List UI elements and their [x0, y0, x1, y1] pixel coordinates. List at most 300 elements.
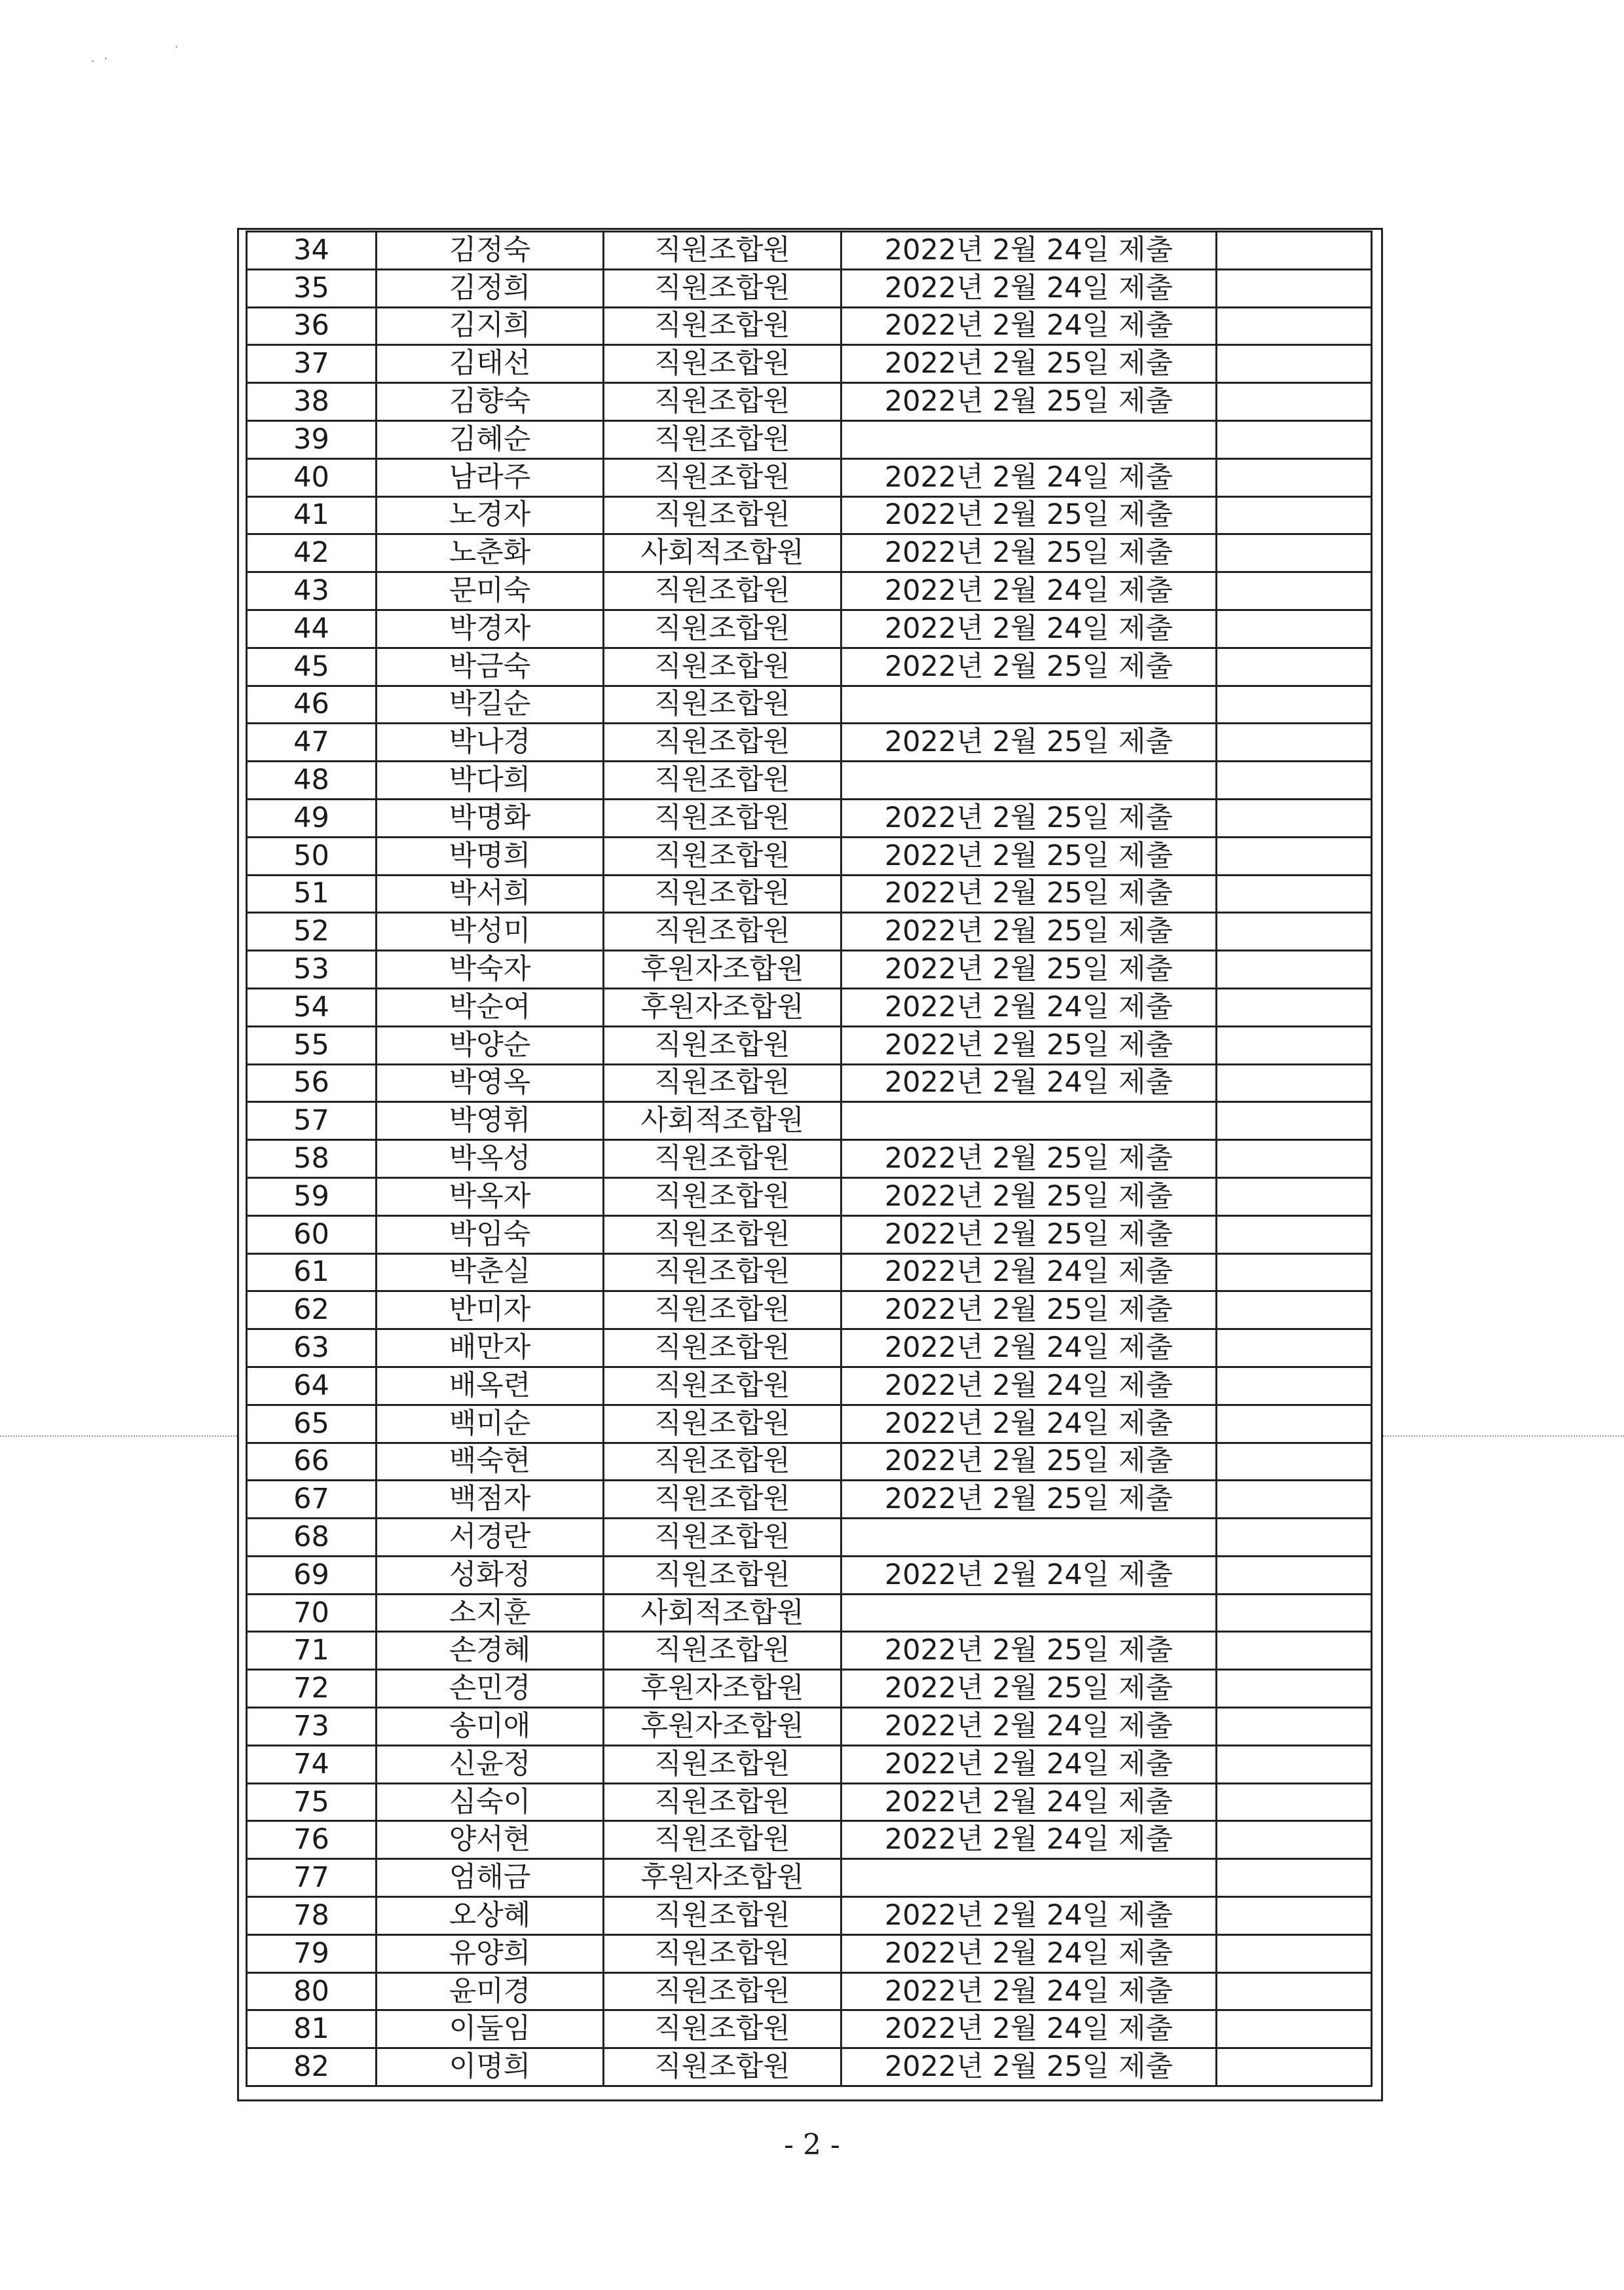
table-row	[247, 534, 1372, 572]
table-row	[247, 1064, 1372, 1102]
member-name-cell: 반미자	[377, 1291, 604, 1329]
table-row	[247, 1367, 1372, 1405]
member-type-cell: 직원조합원	[604, 1253, 841, 1291]
remarks-cell	[1217, 2048, 1372, 2086]
member-type-cell: 직원조합원	[604, 458, 841, 496]
member-type-cell: 직원조합원	[604, 913, 841, 951]
member-number-cell: 61	[247, 1253, 377, 1291]
member-name-cell: 오상혜	[377, 1897, 604, 1935]
member-name-cell: 남라주	[377, 458, 604, 496]
member-type-cell: 사회적조합원	[604, 1102, 841, 1140]
member-number-cell: 38	[247, 383, 377, 421]
member-name-cell: 송미애	[377, 1708, 604, 1746]
remarks-cell	[1217, 1329, 1372, 1367]
submission-date-cell: 2022년 2월 25일 제출	[841, 799, 1217, 837]
member-type-cell: 사회적조합원	[604, 534, 841, 572]
submission-date-cell: 2022년 2월 24일 제출	[841, 1934, 1217, 1972]
scan-speck	[105, 58, 107, 60]
submission-date-cell: 2022년 2월 25일 제출	[841, 2048, 1217, 2086]
remarks-cell	[1217, 345, 1372, 383]
member-type-cell: 직원조합원	[604, 2010, 841, 2048]
table-row	[247, 1215, 1372, 1253]
member-number-cell: 47	[247, 724, 377, 762]
remarks-cell	[1217, 1556, 1372, 1594]
roster-body	[247, 232, 1372, 2086]
table-row	[247, 648, 1372, 686]
member-name-cell: 박영옥	[377, 1064, 604, 1102]
submission-date-cell: 2022년 2월 25일 제출	[841, 1140, 1217, 1178]
member-type-cell: 직원조합원	[604, 1177, 841, 1215]
member-number-cell: 77	[247, 1859, 377, 1897]
member-name-cell: 김정희	[377, 269, 604, 307]
remarks-cell	[1217, 1443, 1372, 1481]
table-row	[247, 913, 1372, 951]
member-name-cell: 엄해금	[377, 1859, 604, 1897]
member-number-cell: 63	[247, 1329, 377, 1367]
table-row	[247, 1708, 1372, 1746]
table-row	[247, 1291, 1372, 1329]
member-name-cell: 김태선	[377, 345, 604, 383]
remarks-cell	[1217, 1026, 1372, 1064]
member-type-cell: 직원조합원	[604, 762, 841, 800]
scan-fold-line-right	[1383, 1435, 1624, 1437]
table-row	[247, 724, 1372, 762]
member-type-cell: 후원자조합원	[604, 1859, 841, 1897]
member-name-cell: 윤미경	[377, 1972, 604, 2010]
submission-date-cell: 2022년 2월 25일 제출	[841, 951, 1217, 989]
member-name-cell: 김정숙	[377, 232, 604, 270]
member-number-cell: 75	[247, 1783, 377, 1821]
table-row	[247, 1821, 1372, 1859]
member-number-cell: 56	[247, 1064, 377, 1102]
member-type-cell: 직원조합원	[604, 1934, 841, 1972]
remarks-cell	[1217, 1972, 1372, 2010]
submission-date-cell: 2022년 2월 24일 제출	[841, 988, 1217, 1026]
member-name-cell: 백미순	[377, 1405, 604, 1443]
member-name-cell: 이둘임	[377, 2010, 604, 2048]
table-row	[247, 345, 1372, 383]
member-type-cell: 직원조합원	[604, 232, 841, 270]
member-name-cell: 박옥성	[377, 1140, 604, 1178]
table-row	[247, 2010, 1372, 2048]
submission-date-cell: 2022년 2월 24일 제출	[841, 572, 1217, 610]
member-type-cell: 직원조합원	[604, 420, 841, 458]
remarks-cell	[1217, 1783, 1372, 1821]
member-type-cell: 직원조합원	[604, 1556, 841, 1594]
remarks-cell	[1217, 1708, 1372, 1746]
remarks-cell	[1217, 420, 1372, 458]
submission-date-cell: 2022년 2월 25일 제출	[841, 496, 1217, 534]
member-number-cell: 68	[247, 1519, 377, 1557]
member-number-cell: 51	[247, 875, 377, 913]
submission-date-cell: 2022년 2월 24일 제출	[841, 307, 1217, 345]
remarks-cell	[1217, 383, 1372, 421]
member-type-cell: 직원조합원	[604, 1897, 841, 1935]
remarks-cell	[1217, 1897, 1372, 1935]
member-type-cell: 직원조합원	[604, 1632, 841, 1670]
submission-date-cell: 2022년 2월 24일 제출	[841, 1972, 1217, 2010]
member-type-cell: 후원자조합원	[604, 1670, 841, 1708]
submission-date-cell: 2022년 2월 24일 제출	[841, 1367, 1217, 1405]
submission-date-cell: 2022년 2월 25일 제출	[841, 1291, 1217, 1329]
member-type-cell: 직원조합원	[604, 1783, 841, 1821]
member-type-cell: 직원조합원	[604, 1745, 841, 1783]
remarks-cell	[1217, 232, 1372, 270]
member-type-cell: 직원조합원	[604, 1972, 841, 2010]
submission-date-cell: 2022년 2월 25일 제출	[841, 724, 1217, 762]
table-row	[247, 1405, 1372, 1443]
member-type-cell: 직원조합원	[604, 2048, 841, 2086]
submission-date-cell: 2022년 2월 25일 제출	[841, 534, 1217, 572]
remarks-cell	[1217, 1177, 1372, 1215]
remarks-cell	[1217, 988, 1372, 1026]
member-name-cell: 백점자	[377, 1481, 604, 1519]
member-number-cell: 42	[247, 534, 377, 572]
member-name-cell: 박숙자	[377, 951, 604, 989]
member-number-cell: 53	[247, 951, 377, 989]
member-type-cell: 직원조합원	[604, 1519, 841, 1557]
submission-date-cell: 2022년 2월 24일 제출	[841, 1556, 1217, 1594]
submission-date-cell: 2022년 2월 24일 제출	[841, 1064, 1217, 1102]
page-number: - 2 -	[784, 2128, 840, 2162]
member-number-cell: 71	[247, 1632, 377, 1670]
remarks-cell	[1217, 837, 1372, 875]
member-number-cell: 64	[247, 1367, 377, 1405]
member-number-cell: 57	[247, 1102, 377, 1140]
member-type-cell: 직원조합원	[604, 648, 841, 686]
table-row	[247, 837, 1372, 875]
remarks-cell	[1217, 1064, 1372, 1102]
table-row	[247, 307, 1372, 345]
submission-date-cell: 2022년 2월 24일 제출	[841, 458, 1217, 496]
member-number-cell: 46	[247, 686, 377, 724]
member-type-cell: 직원조합원	[604, 799, 841, 837]
submission-date-cell: 2022년 2월 24일 제출	[841, 1897, 1217, 1935]
member-type-cell: 직원조합원	[604, 1291, 841, 1329]
member-type-cell: 직원조합원	[604, 1026, 841, 1064]
member-type-cell: 직원조합원	[604, 307, 841, 345]
member-type-cell: 직원조합원	[604, 1140, 841, 1178]
remarks-cell	[1217, 1215, 1372, 1253]
member-name-cell: 배옥련	[377, 1367, 604, 1405]
remarks-cell	[1217, 1859, 1372, 1897]
table-row	[247, 1253, 1372, 1291]
remarks-cell	[1217, 1594, 1372, 1632]
scan-fold-line-left	[0, 1435, 237, 1437]
member-number-cell: 35	[247, 269, 377, 307]
submission-date-cell: 2022년 2월 25일 제출	[841, 875, 1217, 913]
member-type-cell: 후원자조합원	[604, 951, 841, 989]
member-name-cell: 박순여	[377, 988, 604, 1026]
member-number-cell: 55	[247, 1026, 377, 1064]
submission-date-cell: 2022년 2월 24일 제출	[841, 1405, 1217, 1443]
table-row	[247, 1443, 1372, 1481]
member-name-cell: 박임숙	[377, 1215, 604, 1253]
member-name-cell: 박영휘	[377, 1102, 604, 1140]
remarks-cell	[1217, 1405, 1372, 1443]
submission-date-cell	[841, 1859, 1217, 1897]
remarks-cell	[1217, 307, 1372, 345]
member-type-cell: 직원조합원	[604, 1064, 841, 1102]
member-type-cell: 직원조합원	[604, 383, 841, 421]
table-row	[247, 1670, 1372, 1708]
submission-date-cell: 2022년 2월 24일 제출	[841, 1708, 1217, 1746]
scan-speck	[175, 46, 177, 48]
table-row	[247, 1481, 1372, 1519]
member-name-cell: 이명희	[377, 2048, 604, 2086]
remarks-cell	[1217, 572, 1372, 610]
member-name-cell: 배만자	[377, 1329, 604, 1367]
table-row	[247, 269, 1372, 307]
member-number-cell: 76	[247, 1821, 377, 1859]
member-number-cell: 70	[247, 1594, 377, 1632]
submission-date-cell: 2022년 2월 24일 제출	[841, 1745, 1217, 1783]
remarks-cell	[1217, 1102, 1372, 1140]
submission-date-cell: 2022년 2월 25일 제출	[841, 345, 1217, 383]
member-type-cell: 직원조합원	[604, 1329, 841, 1367]
member-name-cell: 박길순	[377, 686, 604, 724]
member-number-cell: 80	[247, 1972, 377, 2010]
member-number-cell: 73	[247, 1708, 377, 1746]
member-name-cell: 백숙현	[377, 1443, 604, 1481]
table-row	[247, 1594, 1372, 1632]
member-number-cell: 48	[247, 762, 377, 800]
member-type-cell: 직원조합원	[604, 269, 841, 307]
table-row	[247, 1897, 1372, 1935]
table-row	[247, 383, 1372, 421]
member-name-cell: 박명희	[377, 837, 604, 875]
remarks-cell	[1217, 951, 1372, 989]
remarks-cell	[1217, 1670, 1372, 1708]
table-row	[247, 420, 1372, 458]
member-type-cell: 직원조합원	[604, 875, 841, 913]
member-number-cell: 65	[247, 1405, 377, 1443]
submission-date-cell: 2022년 2월 25일 제출	[841, 1670, 1217, 1708]
remarks-cell	[1217, 1481, 1372, 1519]
member-name-cell: 성화정	[377, 1556, 604, 1594]
member-number-cell: 78	[247, 1897, 377, 1935]
member-type-cell: 직원조합원	[604, 572, 841, 610]
submission-date-cell	[841, 420, 1217, 458]
member-number-cell: 74	[247, 1745, 377, 1783]
remarks-cell	[1217, 724, 1372, 762]
submission-date-cell: 2022년 2월 25일 제출	[841, 648, 1217, 686]
member-name-cell: 노경자	[377, 496, 604, 534]
member-number-cell: 72	[247, 1670, 377, 1708]
table-row	[247, 1140, 1372, 1178]
table-row	[247, 951, 1372, 989]
remarks-cell	[1217, 1140, 1372, 1178]
member-type-cell: 직원조합원	[604, 686, 841, 724]
submission-date-cell: 2022년 2월 24일 제출	[841, 1329, 1217, 1367]
member-name-cell: 손경혜	[377, 1632, 604, 1670]
submission-date-cell	[841, 1594, 1217, 1632]
member-name-cell: 박나경	[377, 724, 604, 762]
member-number-cell: 66	[247, 1443, 377, 1481]
member-name-cell: 박금숙	[377, 648, 604, 686]
table-row	[247, 799, 1372, 837]
member-name-cell: 박양순	[377, 1026, 604, 1064]
table-row	[247, 1745, 1372, 1783]
table-row	[247, 1783, 1372, 1821]
submission-date-cell: 2022년 2월 24일 제출	[841, 2010, 1217, 2048]
remarks-cell	[1217, 799, 1372, 837]
submission-date-cell: 2022년 2월 25일 제출	[841, 1215, 1217, 1253]
member-type-cell: 직원조합원	[604, 496, 841, 534]
table-row	[247, 232, 1372, 270]
member-name-cell: 박춘실	[377, 1253, 604, 1291]
member-type-cell: 직원조합원	[604, 837, 841, 875]
submission-date-cell: 2022년 2월 25일 제출	[841, 837, 1217, 875]
remarks-cell	[1217, 1934, 1372, 1972]
table-row	[247, 1102, 1372, 1140]
table-row	[247, 875, 1372, 913]
member-type-cell: 후원자조합원	[604, 1708, 841, 1746]
table-row	[247, 572, 1372, 610]
submission-date-cell: 2022년 2월 24일 제출	[841, 232, 1217, 270]
submission-date-cell: 2022년 2월 25일 제출	[841, 383, 1217, 421]
member-name-cell: 손민경	[377, 1670, 604, 1708]
member-type-cell: 직원조합원	[604, 724, 841, 762]
member-type-cell: 직원조합원	[604, 1405, 841, 1443]
member-number-cell: 44	[247, 610, 377, 648]
member-number-cell: 54	[247, 988, 377, 1026]
member-roster-table	[246, 231, 1373, 2087]
member-number-cell: 40	[247, 458, 377, 496]
member-number-cell: 79	[247, 1934, 377, 1972]
member-name-cell: 노춘화	[377, 534, 604, 572]
table-row	[247, 1026, 1372, 1064]
table-row	[247, 1329, 1372, 1367]
member-number-cell: 34	[247, 232, 377, 270]
remarks-cell	[1217, 648, 1372, 686]
member-name-cell: 문미숙	[377, 572, 604, 610]
member-name-cell: 서경란	[377, 1519, 604, 1557]
member-number-cell: 58	[247, 1140, 377, 1178]
member-type-cell: 직원조합원	[604, 1443, 841, 1481]
member-name-cell: 박경자	[377, 610, 604, 648]
submission-date-cell: 2022년 2월 24일 제출	[841, 269, 1217, 307]
submission-date-cell: 2022년 2월 24일 제출	[841, 610, 1217, 648]
member-number-cell: 52	[247, 913, 377, 951]
submission-date-cell	[841, 686, 1217, 724]
member-name-cell: 김향숙	[377, 383, 604, 421]
table-row	[247, 1859, 1372, 1897]
member-name-cell: 유양희	[377, 1934, 604, 1972]
member-number-cell: 81	[247, 2010, 377, 2048]
table-row	[247, 610, 1372, 648]
member-number-cell: 82	[247, 2048, 377, 2086]
submission-date-cell: 2022년 2월 25일 제출	[841, 1481, 1217, 1519]
table-row	[247, 458, 1372, 496]
submission-date-cell	[841, 1102, 1217, 1140]
remarks-cell	[1217, 913, 1372, 951]
member-number-cell: 59	[247, 1177, 377, 1215]
remarks-cell	[1217, 1367, 1372, 1405]
remarks-cell	[1217, 686, 1372, 724]
member-type-cell: 직원조합원	[604, 1215, 841, 1253]
member-name-cell: 김혜순	[377, 420, 604, 458]
member-name-cell: 박성미	[377, 913, 604, 951]
member-name-cell: 양서현	[377, 1821, 604, 1859]
scan-speck	[92, 60, 94, 62]
member-number-cell: 50	[247, 837, 377, 875]
member-number-cell: 45	[247, 648, 377, 686]
table-row	[247, 2048, 1372, 2086]
member-number-cell: 62	[247, 1291, 377, 1329]
submission-date-cell: 2022년 2월 25일 제출	[841, 913, 1217, 951]
table-row	[247, 762, 1372, 800]
submission-date-cell: 2022년 2월 25일 제출	[841, 1632, 1217, 1670]
member-type-cell: 직원조합원	[604, 345, 841, 383]
remarks-cell	[1217, 1745, 1372, 1783]
table-row	[247, 1519, 1372, 1557]
table-row	[247, 988, 1372, 1026]
member-name-cell: 박다희	[377, 762, 604, 800]
member-name-cell: 소지훈	[377, 1594, 604, 1632]
table-row	[247, 1972, 1372, 2010]
remarks-cell	[1217, 2010, 1372, 2048]
table-row	[247, 1177, 1372, 1215]
remarks-cell	[1217, 1821, 1372, 1859]
member-type-cell: 직원조합원	[604, 1481, 841, 1519]
member-name-cell: 김지희	[377, 307, 604, 345]
table-row	[247, 1632, 1372, 1670]
member-number-cell: 41	[247, 496, 377, 534]
member-number-cell: 67	[247, 1481, 377, 1519]
table-row	[247, 1934, 1372, 1972]
remarks-cell	[1217, 1253, 1372, 1291]
submission-date-cell: 2022년 2월 25일 제출	[841, 1177, 1217, 1215]
remarks-cell	[1217, 458, 1372, 496]
submission-date-cell	[841, 762, 1217, 800]
member-type-cell: 직원조합원	[604, 1821, 841, 1859]
member-type-cell: 직원조합원	[604, 610, 841, 648]
member-type-cell: 직원조합원	[604, 1367, 841, 1405]
member-name-cell: 박서희	[377, 875, 604, 913]
member-number-cell: 60	[247, 1215, 377, 1253]
member-number-cell: 49	[247, 799, 377, 837]
table-row	[247, 1556, 1372, 1594]
table-row	[247, 686, 1372, 724]
remarks-cell	[1217, 1519, 1372, 1557]
member-name-cell: 심숙이	[377, 1783, 604, 1821]
member-name-cell: 박옥자	[377, 1177, 604, 1215]
member-number-cell: 69	[247, 1556, 377, 1594]
submission-date-cell: 2022년 2월 24일 제출	[841, 1821, 1217, 1859]
remarks-cell	[1217, 269, 1372, 307]
remarks-cell	[1217, 610, 1372, 648]
submission-date-cell: 2022년 2월 24일 제출	[841, 1253, 1217, 1291]
member-number-cell: 43	[247, 572, 377, 610]
submission-date-cell: 2022년 2월 25일 제출	[841, 1443, 1217, 1481]
remarks-cell	[1217, 496, 1372, 534]
member-number-cell: 36	[247, 307, 377, 345]
member-number-cell: 39	[247, 420, 377, 458]
submission-date-cell: 2022년 2월 25일 제출	[841, 1026, 1217, 1064]
remarks-cell	[1217, 1291, 1372, 1329]
remarks-cell	[1217, 875, 1372, 913]
member-type-cell: 후원자조합원	[604, 988, 841, 1026]
table-row	[247, 496, 1372, 534]
remarks-cell	[1217, 1632, 1372, 1670]
remarks-cell	[1217, 534, 1372, 572]
member-name-cell: 박명화	[377, 799, 604, 837]
member-type-cell: 사회적조합원	[604, 1594, 841, 1632]
submission-date-cell	[841, 1519, 1217, 1557]
remarks-cell	[1217, 762, 1372, 800]
submission-date-cell: 2022년 2월 24일 제출	[841, 1783, 1217, 1821]
